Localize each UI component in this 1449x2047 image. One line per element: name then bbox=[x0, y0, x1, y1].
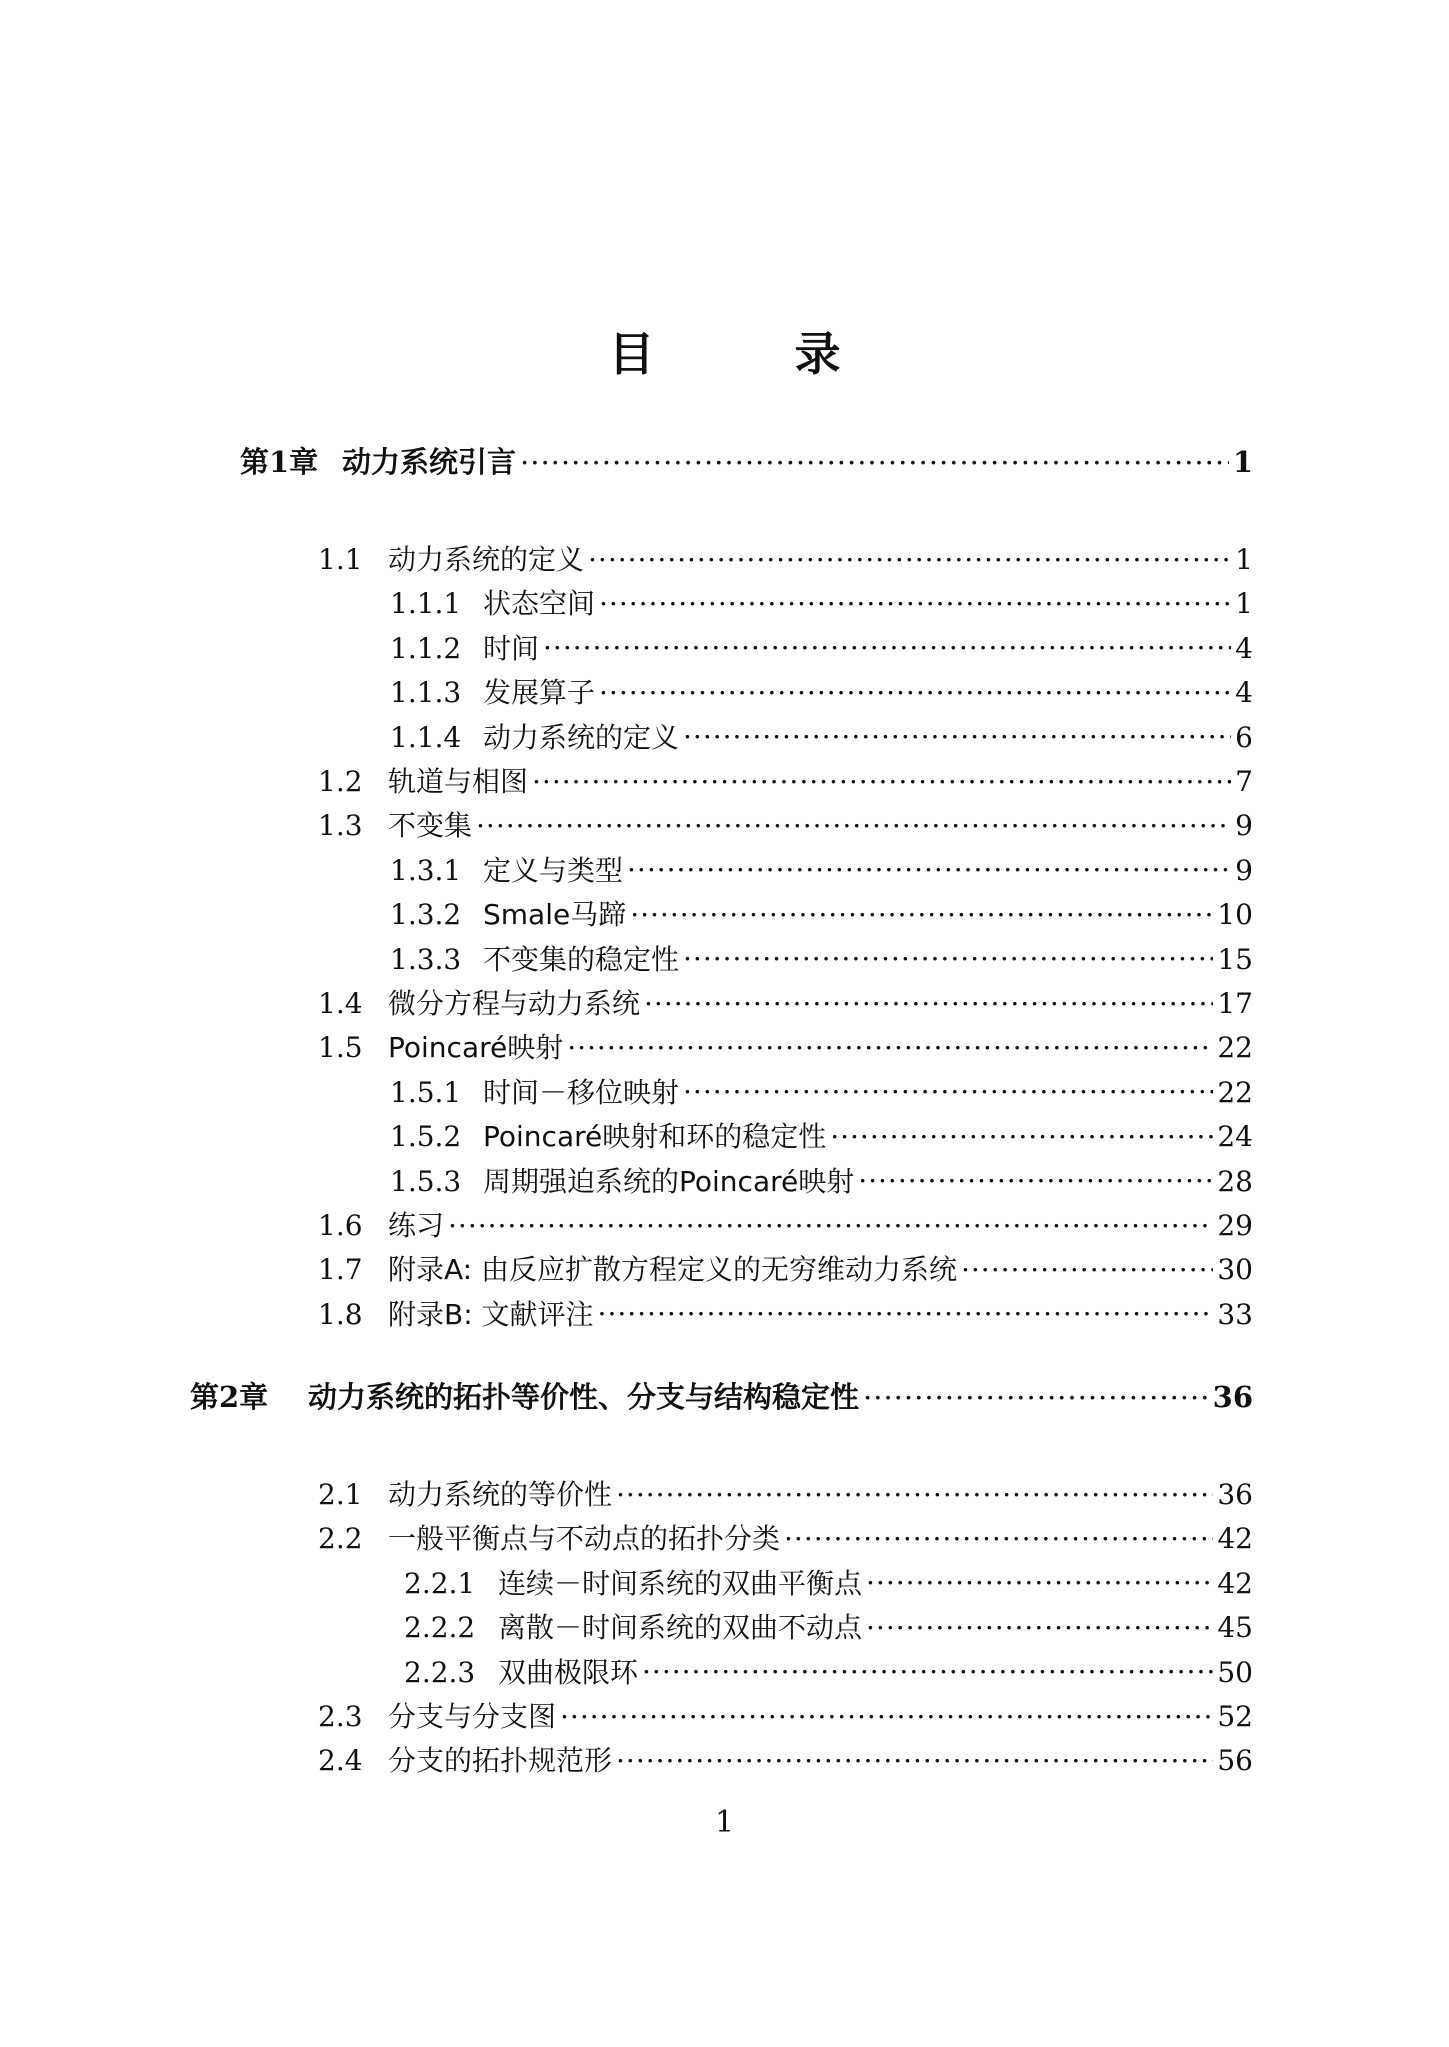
toc-section[interactable] bbox=[318, 1293, 1253, 1333]
entry-title: 附录B: 文献评注 bbox=[388, 1297, 594, 1331]
toc-section[interactable] bbox=[318, 982, 1253, 1022]
entry-title: 状态空间 bbox=[483, 587, 596, 621]
toc-chapter[interactable] bbox=[190, 1375, 1253, 1416]
toc-chapter[interactable] bbox=[240, 440, 1253, 481]
toc-subsection[interactable] bbox=[390, 582, 1253, 622]
toc-subsection[interactable] bbox=[390, 671, 1253, 711]
dot-leader bbox=[630, 896, 1213, 924]
toc-subsection[interactable] bbox=[390, 716, 1253, 756]
entry-number: 1.4 bbox=[318, 987, 363, 1020]
toc-subsection[interactable] bbox=[390, 849, 1253, 889]
entry-title: 发展算子 bbox=[483, 676, 596, 710]
dot-leader bbox=[543, 630, 1231, 658]
entry-number: 2.2.1 bbox=[404, 1566, 476, 1600]
entry-title: 练习 bbox=[388, 1209, 445, 1242]
entry-title: Poincaré映射 bbox=[388, 1031, 564, 1065]
toc-section[interactable] bbox=[318, 538, 1253, 578]
entry-number: 1.2 bbox=[318, 765, 363, 798]
dot-leader bbox=[642, 1654, 1213, 1682]
entry-number: 1.3.1 bbox=[390, 853, 462, 887]
entry-number: 1.1.2 bbox=[390, 631, 462, 665]
dot-leader bbox=[683, 941, 1213, 969]
dot-leader bbox=[448, 1207, 1213, 1235]
entry-page-ref: 15 bbox=[1217, 942, 1253, 976]
entry-number: 2.3 bbox=[318, 1700, 363, 1733]
entry-number: 第1章 bbox=[240, 445, 319, 479]
toc-section[interactable] bbox=[318, 1739, 1253, 1779]
toc-subsection[interactable] bbox=[404, 1562, 1253, 1602]
toc-section[interactable] bbox=[318, 1473, 1253, 1513]
entry-title: 时间－移位映射 bbox=[483, 1075, 680, 1109]
entry-number: 1.8 bbox=[318, 1297, 363, 1331]
toc-subsection[interactable] bbox=[390, 938, 1253, 978]
dot-leader bbox=[866, 1565, 1213, 1593]
entry-title: 一般平衡点与不动点的拓扑分类 bbox=[388, 1522, 781, 1556]
entry-title: Smale马蹄 bbox=[483, 898, 627, 932]
toc-section[interactable] bbox=[318, 1026, 1253, 1066]
dot-leader bbox=[830, 1118, 1213, 1146]
toc-section[interactable] bbox=[318, 1204, 1253, 1244]
entry-number: 1.7 bbox=[318, 1253, 363, 1287]
entry-number: 1.1.4 bbox=[390, 720, 462, 754]
dot-leader bbox=[866, 1609, 1213, 1637]
entry-title: 微分方程与动力系统 bbox=[388, 987, 641, 1020]
dot-leader bbox=[476, 807, 1231, 835]
dot-leader bbox=[627, 852, 1231, 880]
toc-subsection[interactable] bbox=[404, 1651, 1253, 1691]
entry-number: 1.5.3 bbox=[390, 1164, 462, 1198]
entry-title: 分支的拓扑规范形 bbox=[388, 1744, 613, 1778]
entry-number: 1.3 bbox=[318, 809, 363, 843]
entry-page-ref: 1 bbox=[1235, 543, 1253, 576]
dot-leader bbox=[644, 985, 1213, 1013]
entry-title: 分支与分支图 bbox=[388, 1700, 557, 1733]
entry-page-ref: 10 bbox=[1217, 898, 1253, 932]
entry-number: 第2章 bbox=[190, 1380, 269, 1414]
entry-number: 1.5.2 bbox=[390, 1120, 462, 1154]
dot-leader bbox=[784, 1520, 1213, 1548]
dot-leader bbox=[683, 719, 1231, 747]
toc-section[interactable] bbox=[318, 1248, 1253, 1288]
entry-title: 离散－时间系统的双曲不动点 bbox=[498, 1611, 863, 1645]
entry-number: 1.3.3 bbox=[390, 942, 462, 976]
entry-page-ref: 22 bbox=[1217, 1031, 1253, 1065]
dot-leader bbox=[616, 1476, 1213, 1504]
dot-leader bbox=[858, 1163, 1213, 1191]
entry-number: 1.1 bbox=[318, 543, 363, 576]
dot-leader bbox=[599, 585, 1231, 613]
entry-title: 定义与类型 bbox=[483, 853, 624, 887]
dot-leader bbox=[616, 1742, 1213, 1770]
toc-section[interactable] bbox=[318, 760, 1253, 800]
entry-page-ref: 17 bbox=[1217, 987, 1253, 1020]
entry-title: 动力系统的等价性 bbox=[388, 1478, 613, 1511]
entry-title: 不变集 bbox=[388, 809, 473, 843]
dot-leader bbox=[599, 674, 1231, 702]
entry-page-ref: 22 bbox=[1217, 1075, 1253, 1109]
entry-number: 2.1 bbox=[318, 1478, 363, 1511]
entry-number: 1.1.3 bbox=[390, 676, 462, 710]
entry-page-ref: 42 bbox=[1217, 1566, 1253, 1600]
entry-title: Poincaré映射和环的稳定性 bbox=[483, 1120, 827, 1154]
dot-leader bbox=[683, 1074, 1213, 1102]
entry-page-ref: 50 bbox=[1217, 1655, 1253, 1689]
entry-page-ref: 45 bbox=[1217, 1611, 1253, 1645]
dot-leader bbox=[532, 763, 1231, 791]
entry-title: 动力系统的拓扑等价性、分支与结构稳定性 bbox=[308, 1380, 860, 1414]
entry-number: 2.4 bbox=[318, 1744, 363, 1778]
entry-number: 1.6 bbox=[318, 1209, 363, 1242]
dot-leader bbox=[560, 1698, 1213, 1726]
entry-page-ref: 6 bbox=[1235, 720, 1253, 754]
entry-title: 周期强迫系统的Poincaré映射 bbox=[483, 1164, 855, 1198]
entry-page-ref: 36 bbox=[1217, 1478, 1253, 1511]
entry-title: 不变集的稳定性 bbox=[483, 942, 680, 976]
entry-title: 时间 bbox=[483, 631, 540, 665]
toc-subsection[interactable] bbox=[404, 1606, 1253, 1646]
entry-title: 动力系统的定义 bbox=[388, 543, 585, 576]
dot-leader bbox=[863, 1378, 1209, 1407]
entry-title: 连续－时间系统的双曲平衡点 bbox=[498, 1566, 863, 1600]
entry-title: 双曲极限环 bbox=[498, 1655, 639, 1689]
entry-page-ref: 4 bbox=[1235, 631, 1253, 665]
entry-page-ref: 9 bbox=[1235, 809, 1253, 843]
entry-page-ref: 28 bbox=[1217, 1164, 1253, 1198]
entry-number: 1.5 bbox=[318, 1031, 363, 1065]
entry-page-ref: 29 bbox=[1217, 1209, 1253, 1242]
entry-page-ref: 1 bbox=[1232, 445, 1253, 479]
dot-leader bbox=[588, 541, 1231, 569]
dot-leader bbox=[520, 443, 1229, 472]
entry-number: 1.5.1 bbox=[390, 1075, 462, 1109]
toc-subsection[interactable] bbox=[390, 1071, 1253, 1111]
entry-page-ref: 33 bbox=[1217, 1297, 1253, 1331]
page-title: 目 录 bbox=[608, 327, 903, 381]
dot-leader bbox=[961, 1251, 1213, 1279]
entry-page-ref: 7 bbox=[1235, 765, 1253, 798]
entry-number: 1.3.2 bbox=[390, 898, 462, 932]
dot-leader bbox=[567, 1029, 1213, 1057]
entry-page-ref: 9 bbox=[1235, 853, 1253, 887]
entry-page-ref: 1 bbox=[1235, 587, 1253, 621]
entry-number: 2.2 bbox=[318, 1522, 363, 1556]
entry-title: 动力系统引言 bbox=[342, 445, 517, 479]
dot-leader bbox=[598, 1296, 1214, 1324]
toc-section[interactable] bbox=[318, 1517, 1253, 1557]
toc-subsection[interactable] bbox=[390, 627, 1253, 667]
toc-subsection[interactable] bbox=[390, 893, 1253, 933]
toc-subsection[interactable] bbox=[390, 1115, 1253, 1155]
entry-title: 动力系统的定义 bbox=[483, 720, 680, 754]
entry-title: 轨道与相图 bbox=[388, 765, 529, 798]
toc-subsection[interactable] bbox=[390, 1160, 1253, 1200]
toc-section[interactable] bbox=[318, 804, 1253, 844]
toc-section[interactable] bbox=[318, 1695, 1253, 1735]
entry-page-ref: 36 bbox=[1212, 1380, 1253, 1414]
entry-page-ref: 52 bbox=[1217, 1700, 1253, 1733]
entry-page-ref: 56 bbox=[1217, 1744, 1253, 1778]
entry-title: 附录A: 由反应扩散方程定义的无穷维动力系统 bbox=[388, 1253, 957, 1287]
entry-number: 2.2.2 bbox=[404, 1611, 476, 1645]
page-number: 1 bbox=[714, 1805, 735, 1840]
entry-number: 2.2.3 bbox=[404, 1655, 476, 1689]
entry-page-ref: 24 bbox=[1217, 1120, 1253, 1154]
entry-page-ref: 30 bbox=[1217, 1253, 1253, 1287]
entry-page-ref: 42 bbox=[1217, 1522, 1253, 1556]
entry-number: 1.1.1 bbox=[390, 587, 462, 621]
entry-page-ref: 4 bbox=[1235, 676, 1253, 710]
